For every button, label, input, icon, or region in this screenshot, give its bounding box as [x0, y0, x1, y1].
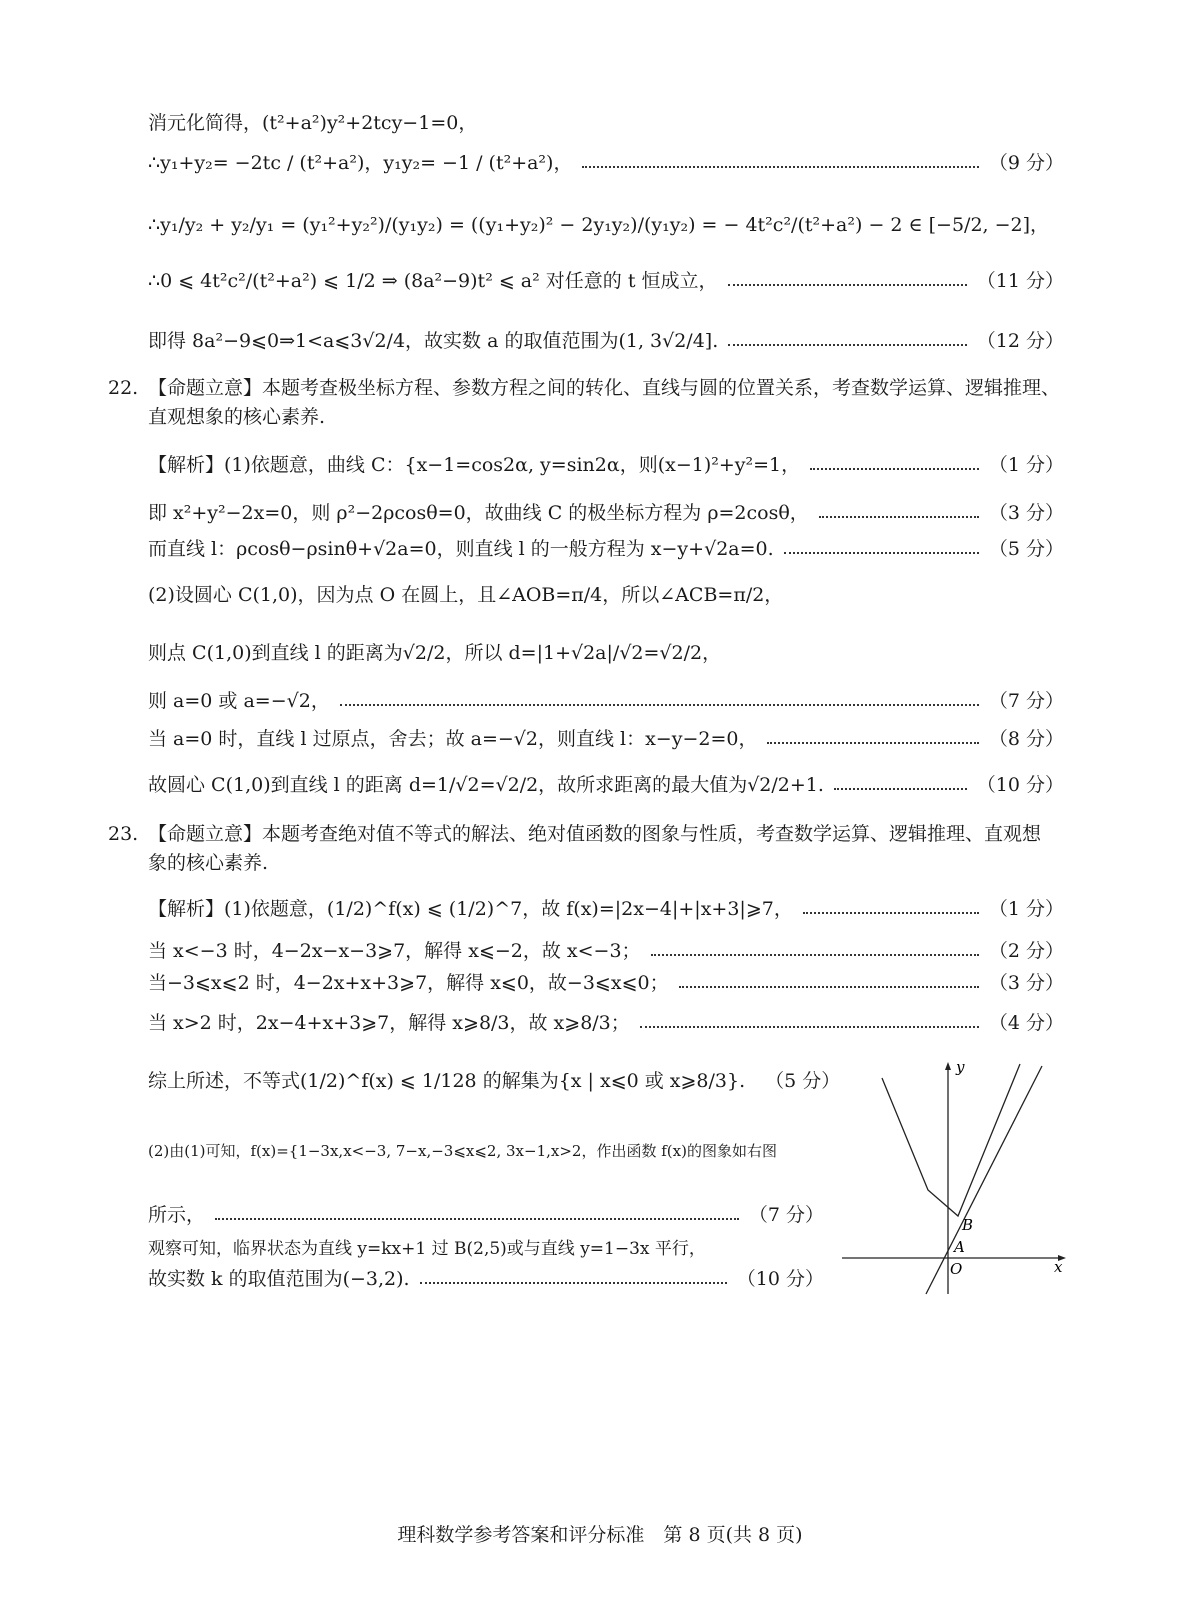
y-label: y: [956, 1058, 965, 1076]
q23-line: 当 x>2 时，2x−4+x+3⩾7，解得 x⩾8/3，故 x⩾8/3； （4 分）: [148, 1012, 1064, 1034]
point-a-label: A: [954, 1238, 965, 1256]
solution-line: 消元化简得，(t²+a²)y²+2tcy−1=0，: [148, 112, 478, 134]
q23-line: 当−3⩽x⩽2 时，4−2x+x+3⩾7，解得 x⩽0，故−3⩽x⩽0； （3 分）: [148, 972, 1064, 994]
function-graph: [838, 1058, 1078, 1298]
f-graph: [882, 1064, 1020, 1216]
q22-line: 即 x²+y²−2x=0，则 ρ²−2ρcosθ=0，故曲线 C 的极坐标方程为 ρ=2cosθ， （3 分）: [148, 502, 1064, 524]
origin-label: O: [950, 1260, 963, 1278]
solution-line: 即得 8a²−9⩽0⇒1<a⩽3√2/4，故实数 a 的取值范围为(1, 3√2/4]. （12 分）: [148, 330, 1064, 352]
q22-line: 则 a=0 或 a=−√2， （7 分）: [148, 690, 1064, 712]
solution-line: ∴y₁+y₂= −2tc / (t²+a²)，y₁y₂= −1 / (t²+a²)， （9 分）: [148, 152, 1064, 174]
q23-line: 故实数 k 的取值范围为(−3,2). （10 分）: [148, 1268, 824, 1290]
q23-line: 所示， （7 分）: [148, 1204, 824, 1226]
q23-line: 当 x<−3 时，4−2x−x−3⩾7，解得 x⩽−2，故 x<−3； （2 分）: [148, 940, 1064, 962]
tangent-line: [926, 1066, 1042, 1294]
q22-line: 【解析】(1)依题意，曲线 C：{x−1=cos2α, y=sin2α，则(x−1)²+y²=1， （1 分）: [148, 454, 1064, 476]
solution-line: ∴0 ⩽ 4t²c²/(t²+a²) ⩽ 1/2 ⇒ (8a²−9)t² ⩽ a² 对任意的 t 恒成立， （11 分）: [148, 270, 1064, 292]
y-axis-arrow: [945, 1062, 951, 1070]
q23-line: 【解析】(1)依题意，(1/2)^f(x) ⩽ (1/2)^7，故 f(x)=|2x−4|+|x+3|⩾7， （1 分）: [148, 898, 1064, 920]
q22-line: 则点 C(1,0)到直线 l 的距离为√2/2，所以 d=|1+√2a|/√2=√2/2，: [148, 642, 722, 664]
point-b-label: B: [962, 1216, 974, 1234]
x-label: x: [1054, 1258, 1063, 1276]
q22-line: 当 a=0 时，直线 l 过原点，舍去；故 a=−√2，则直线 l：x−y−2=0， （8 分）: [148, 728, 1064, 750]
question-22-intent: 22. 【命题立意】本题考查极坐标方程、参数方程之间的转化、直线与圆的位置关系，考查数学运算、逻辑推理、 直观想象的核心素养.: [108, 377, 1061, 428]
q22-line: 而直线 l：ρcosθ−ρsinθ+√2a=0，则直线 l 的一般方程为 x−y+√2a=0. （5 分）: [148, 538, 1064, 560]
solution-line: ∴y₁/y₂ + y₂/y₁ = (y₁²+y₂²)/(y₁y₂) = ((y₁+y₂)² − 2y₁y₂)/(y₁y₂) = − 4t²c²/(t²+a²) − 2 ∈ [−5/2, −2]，: [148, 214, 1050, 236]
q23-line: 综上所述，不等式(1/2)^f(x) ⩽ 1/128 的解集为{x | x⩽0 或 x⩾8/3}. （5 分）: [148, 1070, 841, 1092]
q22-line: 故圆心 C(1,0)到直线 l 的距离 d=1/√2=√2/2，故所求距离的最大值为√2/2+1. （10 分）: [148, 774, 1064, 796]
question-23-intent: 23. 【命题立意】本题考查绝对值不等式的解法、绝对值函数的图象与性质，考查数学运算、逻辑推理、直观想 象的核心素养.: [108, 823, 1042, 874]
q23-line: 观察可知，临界状态为直线 y=kx+1 过 B(2,5)或与直线 y=1−3x 平行，: [148, 1239, 706, 1259]
page-footer: 理科数学参考答案和评分标准 第 8 页(共 8 页): [397, 1524, 803, 1546]
q22-line: (2)设圆心 C(1,0)，因为点 O 在圆上，且∠AOB=π/4，所以∠ACB=π/2，: [148, 584, 784, 606]
q23-line: (2)由(1)可知，f(x)={1−3x,x<−3, 7−x,−3⩽x⩽2, 3x−1,x>2，作出函数 f(x)的图象如右图: [148, 1142, 777, 1160]
